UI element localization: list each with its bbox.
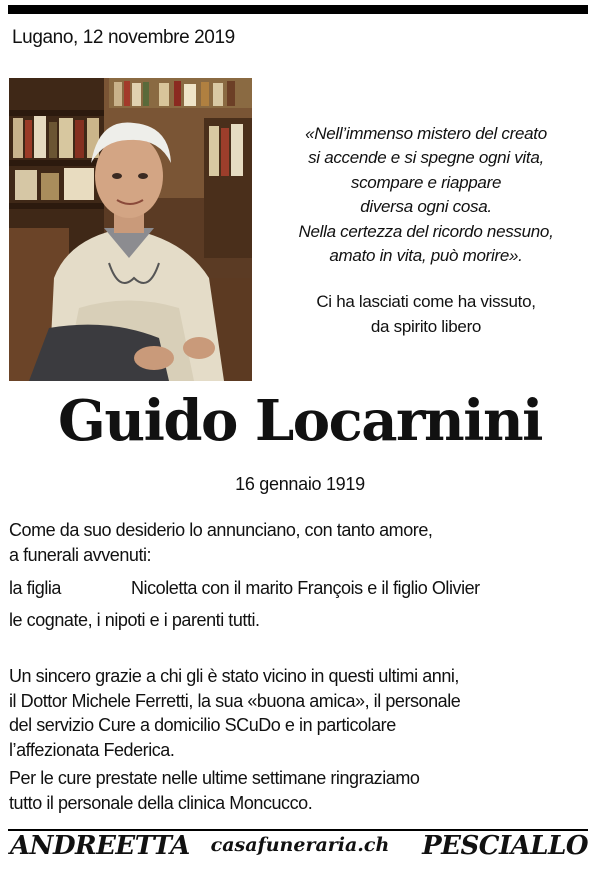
- tribute-line: da spirito libero: [370, 316, 482, 336]
- tribute-text: [262, 290, 590, 339]
- poem-quote: [262, 122, 590, 268]
- funeral-website-link[interactable]: casafuneraria.ch: [210, 834, 390, 856]
- thanks-line: l’affezionata Federica.: [9, 739, 175, 760]
- thanks-line: Un sincero grazie a chi gli è stato vicino in questi ultimi anni,: [9, 666, 459, 686]
- thanks-line: del servizio Cure a domicilio SCuDo e in particolare: [9, 715, 396, 735]
- top-rule: [8, 5, 588, 14]
- birth-date: 16 gennaio 1919: [235, 474, 365, 494]
- quote-line: diversa ogni cosa.: [360, 197, 492, 217]
- family-relation: la figlia: [9, 578, 61, 598]
- thanks-line: Per le cure prestate nelle ultime settimane ringraziamo: [9, 768, 420, 788]
- thanks-line: tutto il personale della clinica Moncucco.: [9, 792, 313, 813]
- quote-line: si accende e si spegne ogni vita,: [308, 148, 544, 168]
- portrait-illustration: [9, 78, 252, 381]
- thanks-line: il Dottor Michele Ferretti, la sua «buona amica», il personale: [9, 690, 461, 711]
- deceased-name: Guido Locarnini: [58, 388, 542, 454]
- funeral-home-pesciallo: PESCIALLO: [422, 831, 588, 861]
- other-relatives: le cognate, i nipoti e i parenti tutti.: [9, 610, 260, 630]
- announcement-line: Come da suo desiderio lo annunciano, con tanto amore,: [9, 520, 433, 540]
- tribute-line: Ci ha lasciati come ha vissuto,: [316, 292, 536, 311]
- quote-line: scompare e riappare: [350, 172, 502, 192]
- announcement-line: a funerali avvenuti:: [9, 545, 152, 565]
- quote-line: Nella certezza del ricordo nessuno,: [298, 221, 554, 241]
- family-members: Nicoletta con il marito François e il figlio Olivier: [131, 578, 480, 598]
- portrait-photo: [9, 78, 252, 381]
- funeral-home-andreetta: ANDREETTA: [10, 831, 190, 861]
- dateline: Lugano, 12 novembre 2019: [12, 27, 235, 48]
- quote-line: «Nell’immenso mistero del creato: [305, 124, 547, 143]
- quote-line: amato in vita, può morire».: [329, 246, 523, 266]
- family-row: [9, 578, 480, 599]
